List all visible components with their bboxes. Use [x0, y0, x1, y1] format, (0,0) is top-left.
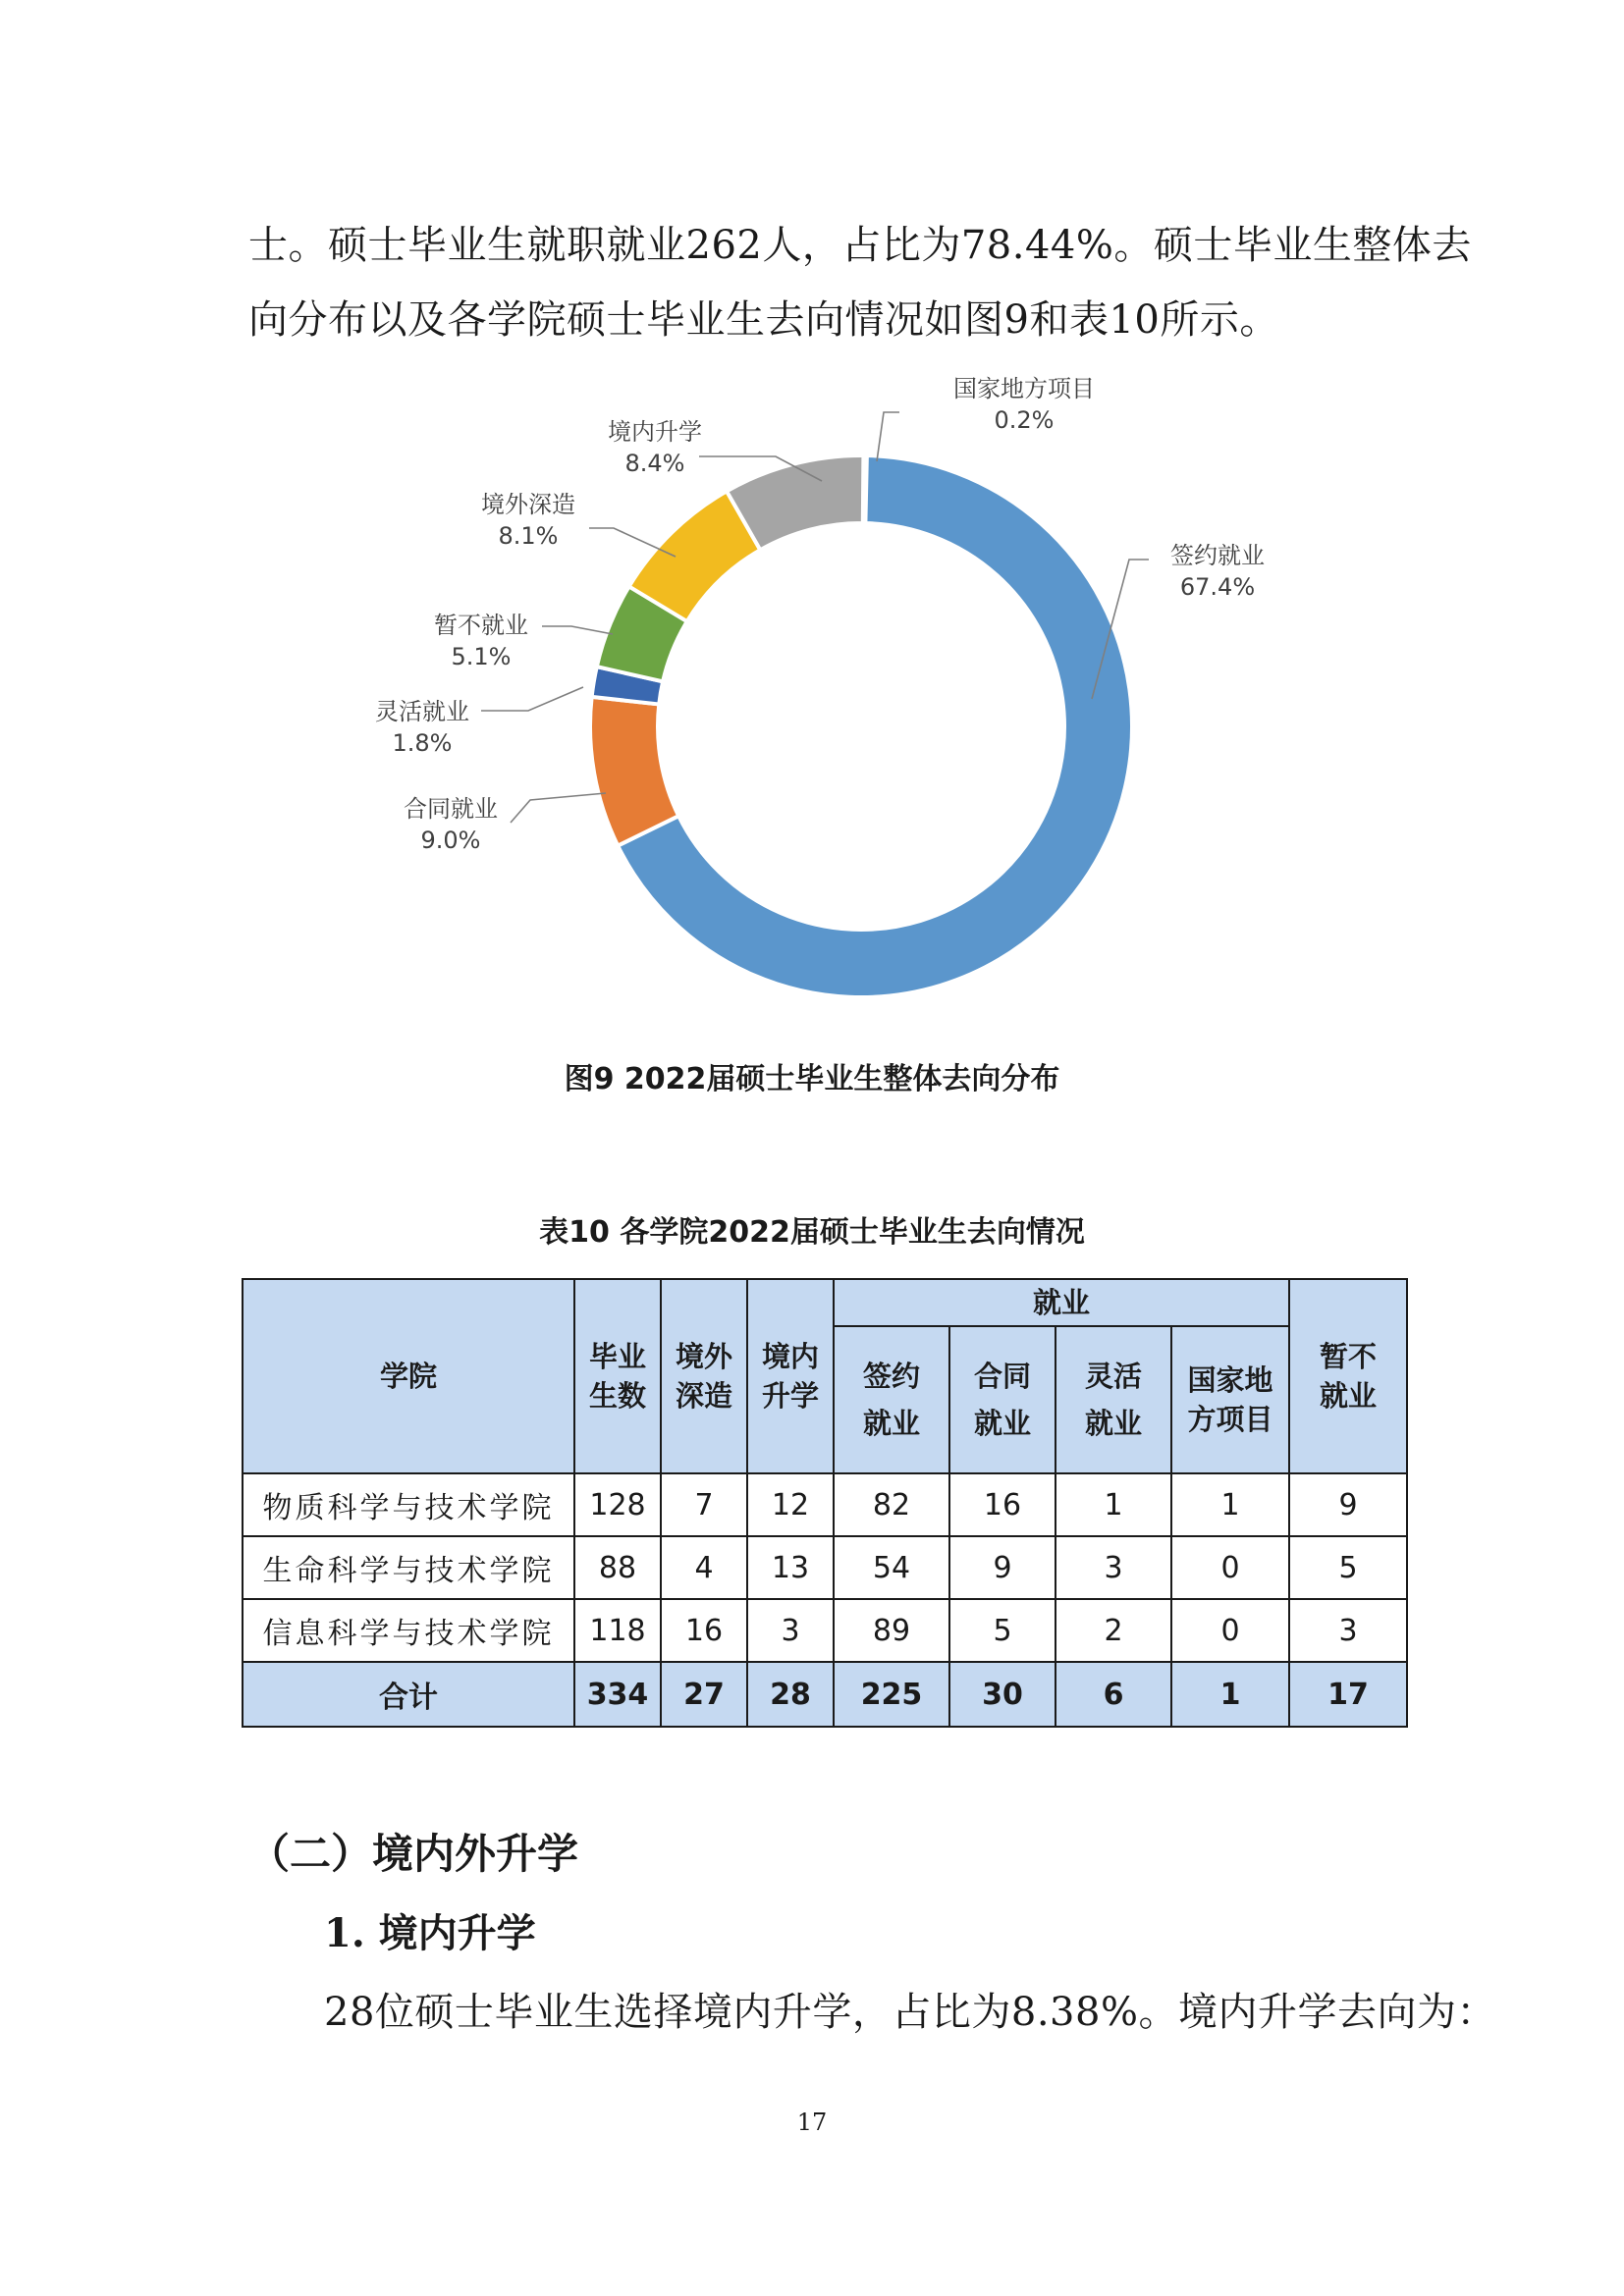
header-abroad: 境外 深造: [661, 1279, 747, 1473]
cell-pending: 17: [1289, 1662, 1407, 1727]
label-abroad-name: 境外深造: [481, 491, 575, 518]
header-pending: 暂不 就业: [1289, 1279, 1407, 1473]
cell-college: 生命科学与技术学院: [243, 1536, 574, 1599]
cell-domestic: 28: [747, 1662, 834, 1727]
label-pending-value: 5.1%: [451, 643, 512, 670]
label-flexible-value: 1.8%: [392, 729, 453, 757]
label-abroad-value: 8.1%: [498, 522, 559, 550]
cell-domestic: 12: [747, 1473, 834, 1536]
header-domestic: 境内 升学: [747, 1279, 834, 1473]
cell-pending: 3: [1289, 1599, 1407, 1662]
header-signed: 签约 就业: [834, 1326, 949, 1473]
cell-abroad: 4: [661, 1536, 747, 1599]
header-grads: 毕业 生数: [574, 1279, 661, 1473]
cell-abroad: 27: [661, 1662, 747, 1727]
paragraph-domestic: 28位硕士毕业生选择境内升学，占比为8.38%。境内升学去向为：: [324, 1990, 1496, 2035]
cell-signed: 54: [834, 1536, 949, 1599]
leader-line-national: [877, 412, 899, 461]
section-heading: （二）境内外升学: [248, 1830, 579, 1878]
header-employment: 就业: [834, 1279, 1289, 1326]
cell-college: 物质科学与技术学院: [243, 1473, 574, 1536]
table-row: [243, 1599, 1407, 1662]
label-contract-value: 9.0%: [420, 827, 481, 854]
cell-contract: 30: [949, 1662, 1056, 1727]
cell-signed: 89: [834, 1599, 949, 1662]
label-pending-name: 暂不就业: [434, 612, 528, 639]
cell-domestic: 3: [747, 1599, 834, 1662]
header-national: 国家地 方项目: [1171, 1326, 1289, 1473]
table-row: [243, 1473, 1407, 1536]
donut-slice-contract: [590, 697, 678, 846]
subsection-heading: 1. 境内升学: [324, 1910, 536, 1956]
cell-grads: 118: [574, 1599, 661, 1662]
cell-signed: 225: [834, 1662, 949, 1727]
cell-college: 合计: [243, 1662, 574, 1727]
label-domestic-value: 8.4%: [624, 450, 685, 477]
header-contract: 合同 就业: [949, 1326, 1056, 1473]
cell-pending: 5: [1289, 1536, 1407, 1599]
label-flexible-name: 灵活就业: [375, 698, 469, 725]
cell-domestic: 13: [747, 1536, 834, 1599]
header-college: 学院: [243, 1279, 574, 1473]
cell-contract: 9: [949, 1536, 1056, 1599]
header-flexible: 灵活 就业: [1056, 1326, 1171, 1473]
cell-college: 信息科学与技术学院: [243, 1599, 574, 1662]
table-total-row: [243, 1662, 1407, 1727]
cell-grads: 128: [574, 1473, 661, 1536]
destination-table: [242, 1278, 1408, 1728]
label-national-name: 国家地方项目: [953, 375, 1095, 402]
table-caption: 表10 各学院2022届硕士毕业生去向情况: [539, 1215, 1085, 1250]
cell-abroad: 16: [661, 1599, 747, 1662]
cell-national: 1: [1171, 1662, 1289, 1727]
label-signed-name: 签约就业: [1170, 542, 1265, 569]
cell-national: 0: [1171, 1599, 1289, 1662]
cell-abroad: 7: [661, 1473, 747, 1536]
leader-line-flexible: [481, 687, 583, 711]
label-contract-name: 合同就业: [404, 795, 498, 823]
paragraph-intro-line1: 士。硕士毕业生就职就业262人，占比为78.44%。硕士毕业生整体去: [248, 223, 1472, 268]
cell-flexible: 1: [1056, 1473, 1171, 1536]
cell-national: 1: [1171, 1473, 1289, 1536]
cell-flexible: 2: [1056, 1599, 1171, 1662]
cell-contract: 5: [949, 1599, 1056, 1662]
figure-caption: 图9 2022届硕士毕业生整体去向分布: [564, 1062, 1060, 1096]
cell-signed: 82: [834, 1473, 949, 1536]
cell-flexible: 3: [1056, 1536, 1171, 1599]
table-row: [243, 1536, 1407, 1599]
cell-pending: 9: [1289, 1473, 1407, 1536]
cell-contract: 16: [949, 1473, 1056, 1536]
paragraph-intro-line2: 向分布以及各学院硕士毕业生去向情况如图9和表10所示。: [248, 297, 1279, 343]
page-number: 17: [796, 2109, 828, 2136]
donut-chart: [0, 0, 1624, 1041]
leader-line-pending: [542, 626, 613, 634]
cell-national: 0: [1171, 1536, 1289, 1599]
leader-line-contract: [511, 793, 606, 823]
label-signed-value: 67.4%: [1179, 573, 1256, 601]
label-national-value: 0.2%: [994, 406, 1055, 434]
cell-flexible: 6: [1056, 1662, 1171, 1727]
label-domestic-name: 境内升学: [608, 418, 702, 446]
cell-grads: 88: [574, 1536, 661, 1599]
cell-grads: 334: [574, 1662, 661, 1727]
